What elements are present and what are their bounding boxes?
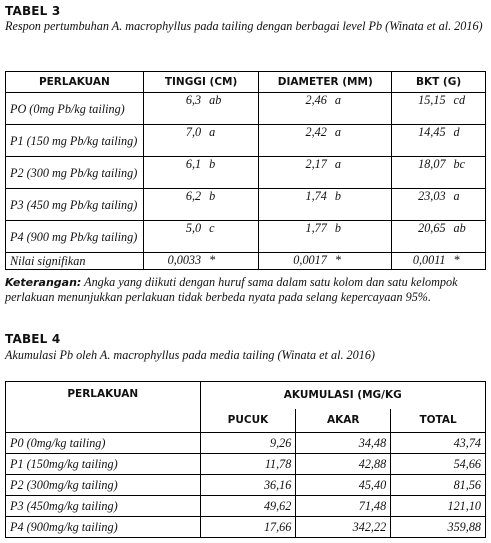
total-value: 43,74 — [391, 433, 486, 454]
row-label: P2 (300 mg Pb/kg tailing) — [6, 157, 144, 189]
tinggi-letter: c — [205, 221, 259, 253]
diameter-letter: a — [331, 93, 392, 125]
header-akumulasi: AKUMULASI (MG/KG — [200, 382, 485, 409]
header-bkt: BKT (G) — [392, 72, 486, 93]
table-row — [6, 125, 486, 157]
tinggi-value: 6,1 — [143, 157, 205, 189]
table-row — [6, 93, 486, 125]
akar-value: 34,48 — [296, 433, 391, 454]
header-total: TOTAL — [391, 409, 486, 433]
row-label: P2 (300mg/kg tailing) — [6, 475, 201, 496]
tinggi-letter: b — [205, 189, 259, 221]
table-row — [6, 433, 486, 454]
tinggi-value: 6,2 — [143, 189, 205, 221]
row-label: P1 (150mg/kg tailing) — [6, 454, 201, 475]
total-value: 359,88 — [391, 517, 486, 538]
pucuk-value: 9,26 — [200, 433, 296, 454]
header-perlakuan: PERLAKUAN — [6, 72, 144, 93]
tinggi-letter: b — [205, 157, 259, 189]
row-label: P0 (0mg/kg tailing) — [6, 433, 201, 454]
bkt-letter: * — [450, 253, 486, 270]
pucuk-value: 36,16 — [200, 475, 296, 496]
total-value: 54,66 — [391, 454, 486, 475]
row-label: P4 (900 mg Pb/kg tailing) — [6, 221, 144, 253]
tinggi-value: 5,0 — [143, 221, 205, 253]
table-row — [6, 189, 486, 221]
diameter-letter: b — [331, 189, 392, 221]
akar-value: 45,40 — [296, 475, 391, 496]
tinggi-value: 6,3 — [143, 93, 205, 125]
table3-header-row — [6, 72, 486, 93]
bkt-value: 23,03 — [392, 189, 450, 221]
tinggi-value: 7,0 — [143, 125, 205, 157]
pucuk-value: 11,78 — [200, 454, 296, 475]
akar-value: 71,48 — [296, 496, 391, 517]
note-label: Keterangan: — [5, 276, 82, 289]
row-label: PO (0mg Pb/kg tailing) — [6, 93, 144, 125]
row-label: Nilai signifikan — [6, 253, 144, 270]
bkt-letter: ab — [450, 221, 486, 253]
total-value: 121,10 — [391, 496, 486, 517]
diameter-letter: b — [331, 221, 392, 253]
diameter-value: 2,17 — [259, 157, 331, 189]
header-tinggi: TINGGI (CM) — [143, 72, 259, 93]
table3-caption: Respon pertumbuhan A. macrophyllus pada tailing dengan berbagai level Pb (Winata et al. 2016) — [5, 19, 483, 33]
table-row — [6, 253, 486, 270]
akar-value: 42,88 — [296, 454, 391, 475]
pucuk-value: 49,62 — [200, 496, 296, 517]
table4-title: TABEL 4 — [5, 332, 61, 346]
table-row — [6, 496, 486, 517]
note-text: Angka yang diikuti dengan huruf sama dalam satu kolom dan satu kelompok perlakuan menunjukkan perlakuan tidak berbeda nyata pada selang kepercayaan 95%. — [5, 275, 458, 304]
row-label: P4 (900mg/kg tailing) — [6, 517, 201, 538]
table3-title: TABEL 3 — [5, 4, 61, 18]
row-label: P1 (150 mg Pb/kg tailing) — [6, 125, 144, 157]
diameter-value: 2,46 — [259, 93, 331, 125]
header-perlakuan-4: PERLAKUAN — [6, 382, 201, 433]
tinggi-letter: a — [205, 125, 259, 157]
tinggi-letter: * — [205, 253, 259, 270]
table-row — [6, 475, 486, 496]
diameter-value: 1,77 — [259, 221, 331, 253]
table-row — [6, 157, 486, 189]
bkt-letter: cd — [450, 93, 486, 125]
table-row — [6, 517, 486, 538]
table4-header-row — [6, 382, 486, 409]
table-row — [6, 221, 486, 253]
pucuk-value: 17,66 — [200, 517, 296, 538]
table3 — [5, 71, 486, 270]
diameter-letter: a — [331, 157, 392, 189]
akar-value: 342,22 — [296, 517, 391, 538]
diameter-letter: * — [331, 253, 392, 270]
table-row — [6, 454, 486, 475]
row-label: P3 (450mg/kg tailing) — [6, 496, 201, 517]
table4 — [5, 381, 486, 538]
header-diameter: DIAMETER (MM) — [259, 72, 392, 93]
diameter-value: 0,0017 — [259, 253, 331, 270]
table4-caption: Akumulasi Pb oleh A. macrophyllus pada media tailing (Winata et al. 2016) — [5, 348, 375, 362]
table3-note — [5, 275, 485, 305]
bkt-letter: a — [450, 189, 486, 221]
total-value: 81,56 — [391, 475, 486, 496]
tinggi-letter: ab — [205, 93, 259, 125]
bkt-letter: d — [450, 125, 486, 157]
diameter-value: 2,42 — [259, 125, 331, 157]
header-pucuk: PUCUK — [200, 409, 296, 433]
header-akar: AKAR — [296, 409, 391, 433]
row-label: P3 (450 mg Pb/kg tailing) — [6, 189, 144, 221]
bkt-value: 14,45 — [392, 125, 450, 157]
tinggi-value: 0,0033 — [143, 253, 205, 270]
bkt-value: 20,65 — [392, 221, 450, 253]
bkt-value: 0,0011 — [392, 253, 450, 270]
diameter-value: 1,74 — [259, 189, 331, 221]
bkt-value: 18,07 — [392, 157, 450, 189]
bkt-letter: bc — [450, 157, 486, 189]
bkt-value: 15,15 — [392, 93, 450, 125]
diameter-letter: a — [331, 125, 392, 157]
